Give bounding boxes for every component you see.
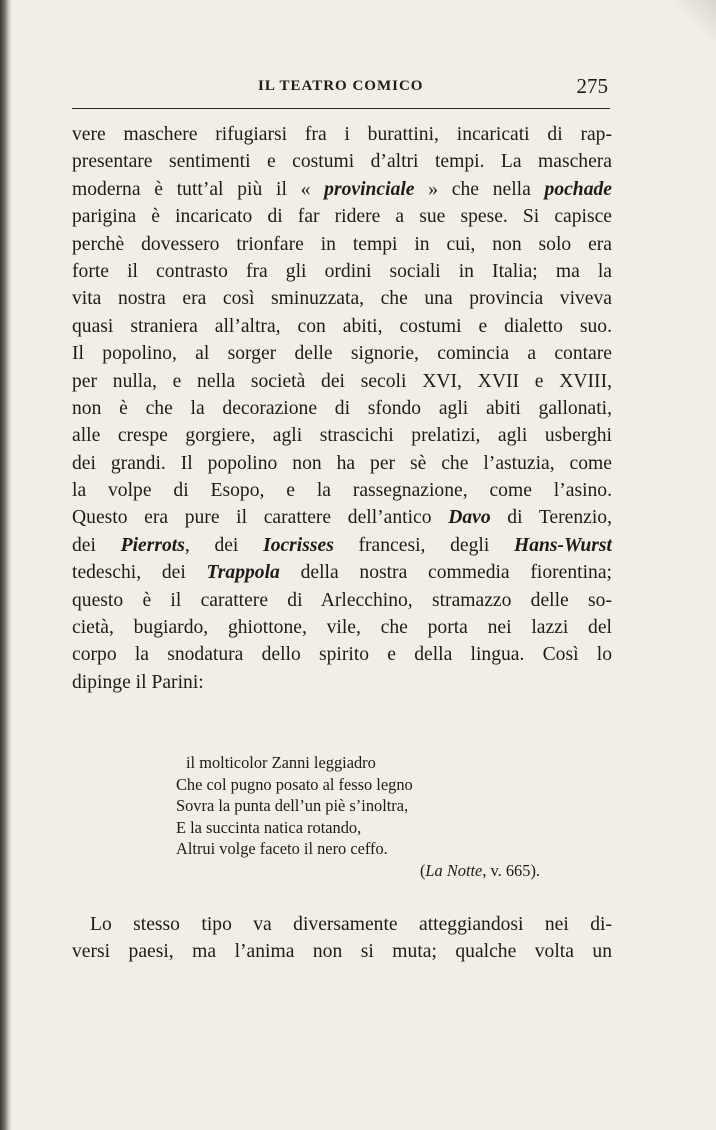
paragraph-2 — [72, 911, 612, 966]
verse-line: il molticolor Zanni leggiadro — [186, 753, 376, 772]
source-title: La Notte — [425, 860, 483, 880]
italic-term: Pierrots — [120, 534, 185, 556]
text-line-with-italics: tedeschi, dei Trappola della nostra commedia fiorentina; — [72, 562, 612, 584]
text-line: Il popolino, al sorger delle signorie, comincia a contare — [72, 343, 612, 365]
paragraph-1 — [72, 121, 612, 696]
text-line: per nulla, e nella società dei secoli XVI, XVII e XVIII, — [72, 370, 612, 392]
text-line: dei grandi. Il popolino non ha per sè che l’astuzia, come — [72, 452, 612, 474]
text-line: cietà, bugiardo, ghiottone, vile, che porta nei lazzi del — [72, 617, 612, 639]
italic-term: pochade — [544, 178, 612, 200]
text-line: non è che la decorazione di sfondo agli abiti gallonati, — [72, 397, 612, 419]
verse-quotation — [176, 752, 540, 882]
text-line-with-italics: dei Pierrots, dei Iocrisses francesi, degli Hans-Wurst — [72, 534, 612, 556]
page-edge-shadow — [0, 0, 12, 1130]
running-title: IL TEATRO COMICO — [258, 78, 424, 94]
italic-term: Hans-Wurst — [513, 534, 612, 556]
italic-term: Davo — [448, 507, 491, 529]
verse-line: E la succinta natica rotando, — [176, 817, 362, 837]
verse-line: Che col pugno posato al fesso legno — [176, 774, 413, 794]
running-header — [72, 76, 610, 102]
text-line: presentare sentimenti e costumi d’altri tempi. La maschera — [72, 151, 612, 173]
text-line: forte il contrasto fra gli ordini sociali in Italia; ma la — [72, 260, 612, 282]
text-line-with-italics: moderna è tutt’al più il « provinciale » che nella pochade — [72, 178, 612, 200]
text-line: corpo la snodatura dello spirito e della lingua. Così lo — [72, 644, 612, 666]
italic-term: provinciale — [324, 178, 415, 200]
page-number: 275 — [576, 74, 608, 98]
verse-line: Sovra la punta dell’un piè s’inoltra, — [176, 796, 409, 816]
text-line-with-italics: Questo era pure il carattere dell’antico Davo di Terenzio, — [72, 507, 612, 529]
verse-line: Altrui volge faceto il nero ceffo. — [176, 839, 388, 859]
text-line: alle crespe gorgiere, agli strascichi prelatizi, agli usberghi — [72, 425, 612, 447]
text-line: Lo stesso tipo va diversamente atteggiandosi nei di- — [90, 914, 612, 935]
text-line: quasi straniera all’altra, con abiti, costumi e dialetto suo. — [72, 315, 612, 337]
text-line: versi paesi, ma l’anima non si muta; qualche volta un — [72, 941, 612, 963]
text-line: dipinge il Parini: — [72, 671, 204, 693]
page-corner-shadow — [676, 0, 716, 40]
verse-source: (La Notte, v. 665). — [419, 860, 540, 880]
italic-term: Trappola — [206, 562, 280, 584]
text-line: questo è il carattere di Arlecchino, stramazzo delle so- — [72, 589, 612, 611]
text-line: la volpe di Esopo, e la rassegnazione, come l’asino. — [72, 480, 612, 502]
italic-term: Iocrisses — [263, 534, 334, 556]
text-line: vere maschere rifugiarsi fra i burattini, incaricati di rap- — [72, 124, 612, 145]
text-line: perchè dovessero trionfare in tempi in cui, non solo era — [72, 233, 612, 255]
text-line: vita nostra era così sminuzzata, che una provincia viveva — [72, 288, 612, 310]
text-line: parigina è incaricato di far ridere a sue spese. Si capisce — [72, 206, 612, 228]
header-rule — [72, 108, 610, 109]
